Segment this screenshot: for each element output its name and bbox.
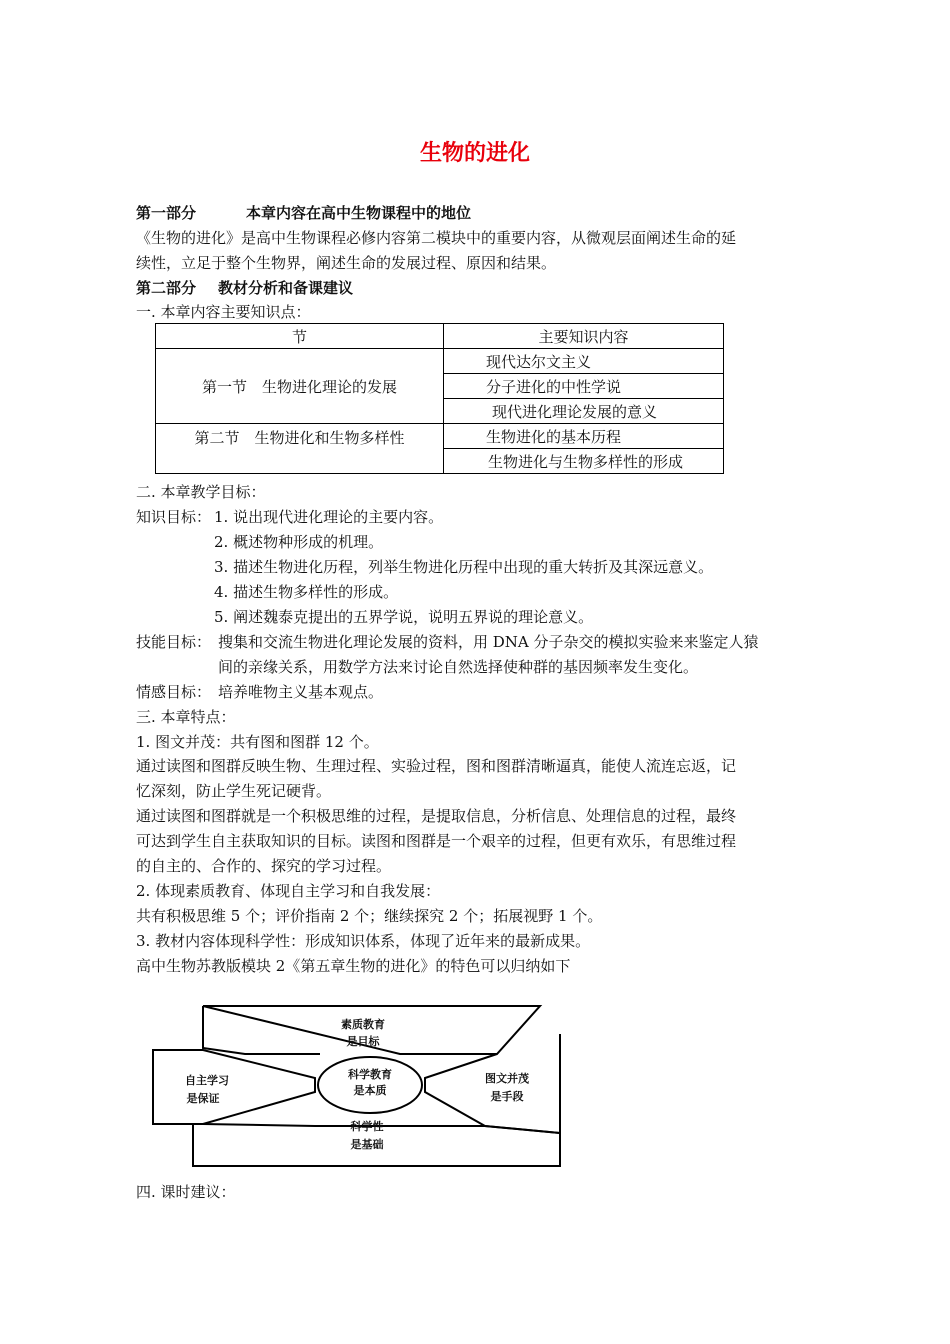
knowledge-points-table xyxy=(155,323,724,474)
section3-line: 通过读图和图群反映生物、生理过程、实验过程，图和图群清晰逼真，能使人流连忘返，记 xyxy=(136,757,737,775)
knowledge-goal-item: 5. 阐述魏泰克提出的五界学说，说明五界说的理论意义。 xyxy=(214,608,594,626)
knowledge-goal-item: 4. 描述生物多样性的形成。 xyxy=(214,583,399,601)
diagram-top-label-1: 素质教育 xyxy=(341,1018,385,1031)
part2-heading-label: 第二部分 xyxy=(136,279,197,297)
section3-heading: 三. 本章特点： xyxy=(136,708,236,726)
section3-line: 高中生物苏教版模块 2《第五章生物的进化》的特色可以归纳如下 xyxy=(136,957,571,975)
table-row xyxy=(156,424,724,449)
section3-line: 可达到学生自主获取知识的目标。读图和图群是一个艰辛的过程，但更有欢乐，有思维过程 xyxy=(136,832,737,850)
section3-line: 2. 体现素质教育、体现自主学习和自我发展： xyxy=(136,882,441,900)
table-section-cell: 第一节 生物进化理论的发展 xyxy=(156,349,444,424)
part2-heading-title: 教材分析和备课建议 xyxy=(218,279,354,297)
diagram-bottom-label-2: 是基础 xyxy=(350,1138,384,1151)
part1-paragraph-line-1: 《生物的进化》是高中生物课程必修内容第二模块中的重要内容，从微观层面阐述生命的延 xyxy=(136,229,737,247)
features-diagram xyxy=(145,998,575,1170)
table-item-cell: 生物进化与生物多样性的形成 xyxy=(444,449,724,474)
diagram-left-region xyxy=(153,1050,315,1124)
diagram-right-label-2: 是手段 xyxy=(490,1090,524,1103)
table-header-section: 节 xyxy=(156,324,444,349)
table-item-cell: 现代进化理论发展的意义 xyxy=(444,399,724,424)
diagram-center-label-1: 科学教育 xyxy=(348,1068,392,1081)
diagram-left-label-2: 是保证 xyxy=(186,1092,220,1105)
knowledge-goal-label: 知识目标： xyxy=(136,508,212,526)
table-section-cell: 第二节 生物进化和生物多样性 xyxy=(156,424,444,474)
section4-heading: 四. 课时建议： xyxy=(136,1183,236,1201)
diagram-right-label-1: 图文并茂 xyxy=(485,1072,529,1085)
diagram-bottom-label-1: 科学性 xyxy=(350,1120,384,1133)
table-item-cell: 生物进化的基本历程 xyxy=(444,424,724,449)
skill-goal-line-1: 搜集和交流生物进化理论发展的资料，用 DNA 分子杂交的模拟实验来来鉴定人猿 xyxy=(218,633,759,651)
emotion-goal-label: 情感目标： xyxy=(136,683,212,701)
table-item-cell: 现代达尔文主义 xyxy=(444,349,724,374)
section3-line: 1. 图文并茂：共有图和图群 12 个。 xyxy=(136,733,379,751)
section3-line: 通过读图和图群就是一个积极思维的过程，是提取信息，分析信息、处理信息的过程，最终 xyxy=(136,807,737,825)
section3-line: 忆深刻，防止学生死记硬背。 xyxy=(136,782,332,800)
diagram-left-label-1: 自主学习 xyxy=(185,1074,229,1087)
section2-heading: 二. 本章教学目标： xyxy=(136,483,266,501)
knowledge-goal-item: 1. 说出现代进化理论的主要内容。 xyxy=(214,508,444,526)
part1-heading-title: 本章内容在高中生物课程中的地位 xyxy=(246,204,472,222)
table-row xyxy=(156,349,724,374)
page-title: 生物的进化 xyxy=(419,141,530,166)
diagram-center-label-2: 是本质 xyxy=(353,1084,387,1097)
section1-heading: 一. 本章内容主要知识点： xyxy=(136,303,311,321)
table-item-cell: 分子进化的中性学说 xyxy=(444,374,724,399)
section3-line: 共有积极思维 5 个；评价指南 2 个；继续探究 2 个；拓展视野 1 个。 xyxy=(136,907,603,925)
section3-line: 的自主的、合作的、探究的学习过程。 xyxy=(136,857,392,875)
diagram-top-label-2: 是目标 xyxy=(346,1035,380,1048)
skill-goal-line-2: 间的亲缘关系，用数学方法来讨论自然选择使种群的基因频率发生变化。 xyxy=(218,658,699,676)
skill-goal-label: 技能目标： xyxy=(136,633,212,651)
emotion-goal-text: 培养唯物主义基本观点。 xyxy=(218,683,384,701)
part1-heading-label: 第一部分 xyxy=(136,204,197,222)
knowledge-goal-item: 2. 概述物种形成的机理。 xyxy=(214,533,384,551)
part1-paragraph-line-2: 续性，立足于整个生物界，阐述生命的发展过程、原因和结果。 xyxy=(136,254,557,272)
table-header-row xyxy=(156,324,724,349)
section3-line: 3. 教材内容体现科学性：形成知识体系，体现了近年来的最新成果。 xyxy=(136,932,591,950)
knowledge-goal-item: 3. 描述生物进化历程，列举生物进化历程中出现的重大转折及其深远意义。 xyxy=(214,558,714,576)
table-header-content: 主要知识内容 xyxy=(444,324,724,349)
